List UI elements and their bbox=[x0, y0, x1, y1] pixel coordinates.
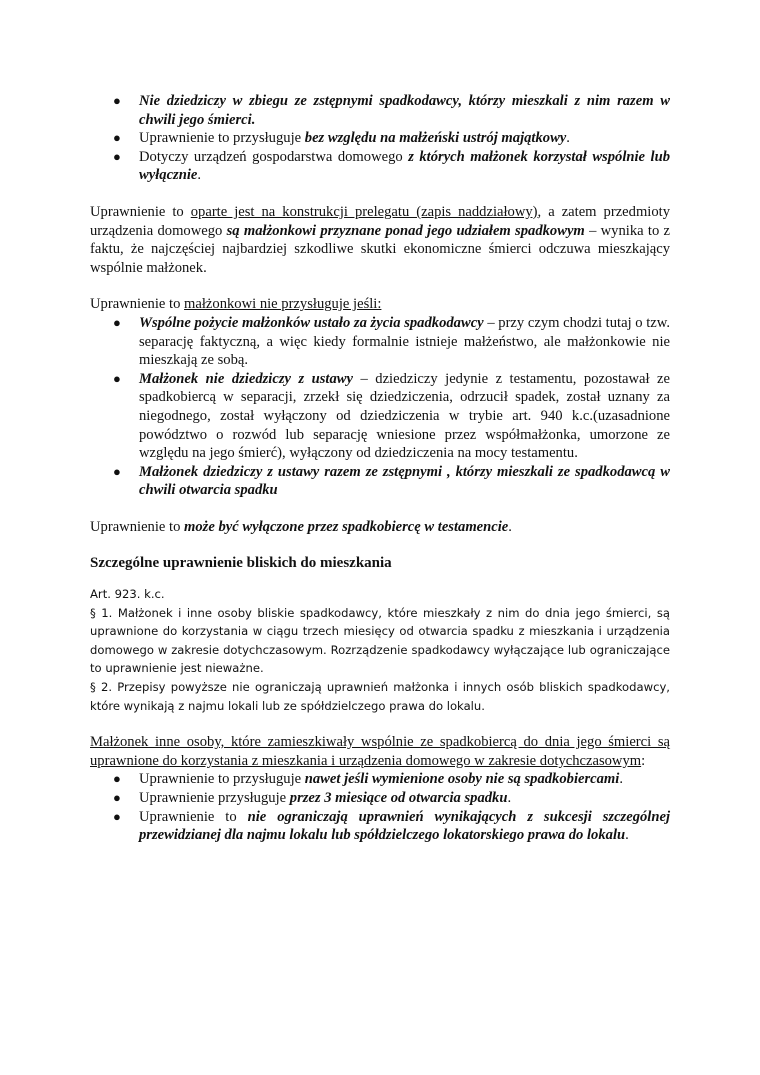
list-item: ● Dotyczy urządzeń gospodarstwa domowego z których małżonek korzystał wspólnie lub wyłącznie. bbox=[113, 148, 670, 184]
bullet-list-2 bbox=[90, 314, 670, 500]
list-item: ● Nie dziedziczy w zbiegu ze zstępnymi spadkodawcy, którzy mieszkali z nim razem w chwili jego śmierci. bbox=[113, 93, 670, 128]
list-item: ● Uprawnienie to nie ograniczają uprawnień wynikających z sukcesji szczególnej przewidzianej dla najmu lokalu lub spółdzielczego lokatorskiego prawa do lokalu. bbox=[113, 808, 670, 844]
bullet-icon: ● bbox=[113, 130, 121, 146]
list-item: ● Wspólne pożycie małżonków ustało za życia spadkodawcy – przy czym chodzi tutaj o tzw. separację faktyczną, a więc kiedy formalnie istnieje małżeństwo, ale małżonkowie nie mieszkają ze sobą. bbox=[113, 314, 671, 369]
bullet-icon: ● bbox=[113, 463, 121, 479]
bullet-icon: ● bbox=[113, 790, 121, 805]
article-quote bbox=[90, 585, 670, 715]
bullet-icon: ● bbox=[113, 93, 121, 108]
document-content bbox=[90, 92, 670, 845]
list-item: ● Uprawnienie to przysługuje nawet jeśli wymienione osoby nie są spadkobiercami. bbox=[113, 771, 623, 788]
bullet-list-3 bbox=[90, 770, 670, 844]
bullet-list-1 bbox=[90, 92, 670, 185]
section-heading: Szczególne uprawnienie bliskich do mieszkania bbox=[90, 555, 392, 572]
list-item: ● Małżonek nie dziedziczy z ustawy – dziedziczy jedynie z testamentu, pozostawał ze spadkobiercą w separacji, zrzekł się dziedziczenia, odrzucił spadek, został uznany za niegodnego, został wyłączony od dziedziczenia w trybie art. 940 k.c.(uzasadnione powództwo o rozwód lub separację wniesione przez współmałżonka, umorzone ze względu na jego śmierć), wyłączony od dziedziczenia na mocy testamentu. bbox=[113, 370, 670, 462]
paragraph-exclusions: Uprawnienie to małżonkowi nie przysługuje jeśli: bbox=[90, 296, 382, 313]
bullet-icon: ● bbox=[113, 148, 121, 164]
list-item: ● Uprawnienie to przysługuje bez względu na małżeński ustrój majątkowy. bbox=[113, 130, 570, 147]
article-section-1: § 1. Małżonek i inne osoby bliskie spadkodawcy, które mieszkały z nim do dnia jego śmierci, są uprawnione do korzystania w ciągu trzech miesięcy od otwarcia spadku z mieszkania i urządzenia domowego w zakresie dotychczasowym. Rozrządzenie spadkodawcy wyłączające lub ograniczające to uprawnienie jest nieważne. bbox=[90, 605, 670, 676]
list-item: ● Uprawnienie przysługuje przez 3 miesiące od otwarcia spadku. bbox=[113, 790, 512, 806]
article-section-2: § 2. Przepisy powyższe nie ograniczają uprawnień małżonka i innych osób bliskich spadkodawcy, które wynikają z najmu lokali lub ze spółdzielczego prawa do lokalu. bbox=[90, 680, 670, 713]
article-title: Art. 923. k.c. bbox=[90, 587, 165, 602]
paragraph-testament: Uprawnienie to może być wyłączone przez spadkobiercę w testamencie. bbox=[90, 518, 512, 535]
list-item: ● Małżonek dziedziczy z ustawy razem ze zstępnymi , którzy mieszkali ze spadkodawcą w chwili otwarcia spadku bbox=[113, 463, 670, 499]
paragraph-prelegat: Uprawnienie to oparte jest na konstrukcji prelegatu (zapis naddziałowy), a zatem przedmioty urządzenia domowego są małżonkowi przyznane ponad jego udziałem spadkowym – wynika to z faktu, że najczęściej najbardziej szkodliwe skutki ekonomiczne śmierci odczuwa mieszkający wspólnie małżonek. bbox=[90, 203, 671, 276]
bullet-icon: ● bbox=[113, 808, 121, 824]
bullet-icon: ● bbox=[113, 370, 121, 386]
bullet-icon: ● bbox=[113, 314, 121, 330]
bullet-icon: ● bbox=[113, 771, 121, 787]
paragraph-residents: Małżonek inne osoby, które zamieszkiwały wspólnie ze spadkobiercą do dnia jego śmierci są uprawnione do korzystania z mieszkania i urządzenia domowego w zakresie dotychczasowym: bbox=[90, 734, 670, 769]
